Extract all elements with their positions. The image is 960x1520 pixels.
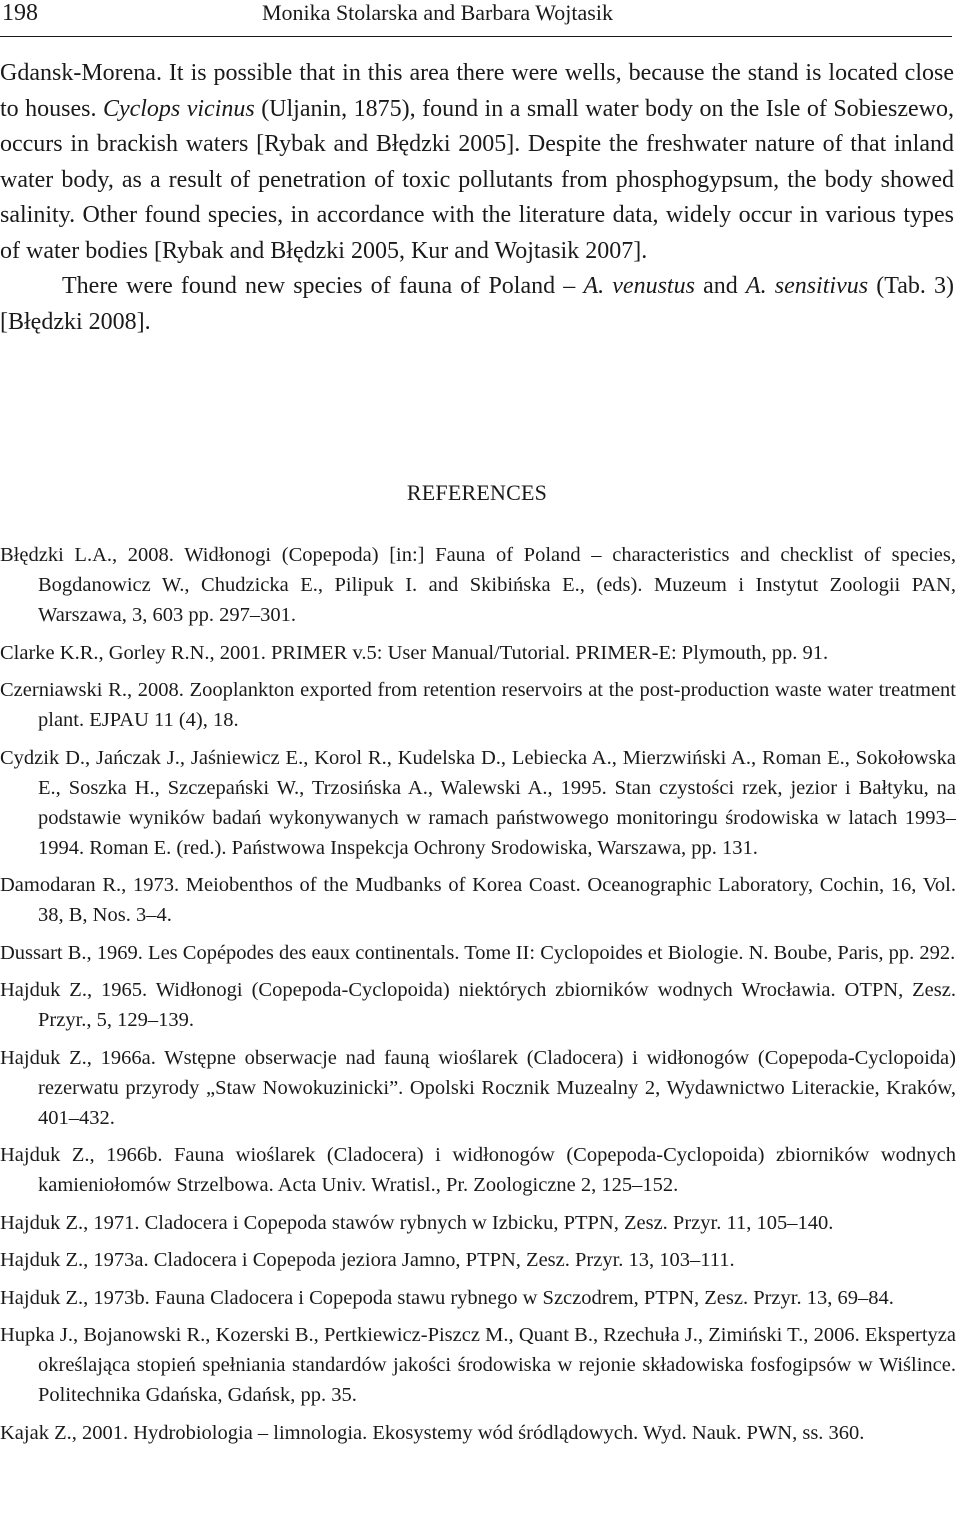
species-name: Cyclops vicinus <box>102 95 255 122</box>
paragraph-2-text-b: and <box>694 273 746 299</box>
body-text <box>0 56 954 340</box>
paragraph-2-text-a: There were found new species of fauna of Poland – <box>62 273 584 299</box>
reference-item: Damodaran R., 1973. Meiobenthos of the Mudbanks of Korea Coast. Oceanographic Laboratory, Cochin, 16, Vol. 38, B, Nos. 3–4. <box>0 874 956 926</box>
reference-item: Clarke K.R., Gorley R.N., 2001. PRIMER v.5: User Manual/Tutorial. PRIMER-E: Plymouth, pp. 91. <box>0 641 829 664</box>
species-name: A. sensitivus <box>745 273 869 299</box>
reference-item: Hajduk Z., 1973b. Fauna Cladocera i Copepoda stawu rybnego w Szczodrem, PTPN, Zesz. Przyr. 13, 69–84. <box>0 1286 894 1309</box>
reference-item: Hupka J., Bojanowski R., Kozerski B., Pertkiewicz-Piszcz M., Quant B., Rzechuła J., Zimiński T., 2006. Ekspertyza określająca stopień spełniania standardów jakości środowiska w rejonie składowiska fosfogipsów w Wiślince. Politechnika Gdańska, Gdańsk, pp. 35. <box>0 1324 956 1406</box>
page-number: 198 <box>2 0 38 26</box>
reference-item: Błędzki L.A., 2008. Widłonogi (Copepoda) [in:] Fauna of Poland – characteristics and checklist of species, Bogdanowicz W., Chudzicka E., Pilipuk I. and Skibińska E., (eds). Muzeum i Instytut Zoologii PAN, Warszawa, 3, 603 pp. 297–301. <box>0 544 956 626</box>
reference-item: Kajak Z., 2001. Hydrobiologia – limnologia. Ekosystemy wód śródlądowych. Wyd. Nauk. PWN, ss. 360. <box>0 1421 865 1444</box>
paragraph-1 <box>0 56 954 269</box>
reference-item: Czerniawski R., 2008. Zooplankton exported from retention reservoirs at the post-production waste water treatment plant. EJPAU 11 (4), 18. <box>0 679 956 731</box>
paragraph-2-text-c: (Tab. 3) [Błędzki 2008]. <box>0 273 955 335</box>
running-head: Monika Stolarska and Barbara Wojtasik <box>262 0 613 25</box>
reference-item: Hajduk Z., 1971. Cladocera i Copepoda stawów rybnych w Izbicku, PTPN, Zesz. Przyr. 11, 105–140. <box>0 1211 834 1234</box>
paragraph-2 <box>0 269 954 340</box>
reference-item: Dussart B., 1969. Les Copépodes des eaux continentals. Tome II: Cyclopoides et Biologie. N. Boube, Paris, pp. 292. <box>0 941 956 964</box>
reference-item: Cydzik D., Jańczak J., Jaśniewicz E., Korol R., Kudelska D., Lebiecka A., Mierzwiński A., Roman E., Sokołowska E., Soszka H., Szczepański W., Trzosińska A., Walewski A., 1995. Stan czystości rzek, jezior i Bałtyku, na podstawie wyników badań wykonywanych w ramach państwowego monitoringu środowiska w latach 1993–1994. Roman E. (red.). Państwowa Inspekcja Ochrony Srodowiska, Warszawa, pp. 131. <box>0 746 956 859</box>
references-list <box>0 540 956 1455</box>
paragraph-1-text-a: Gdansk-Morena. It is possible that in this area there were wells, because the stand is located close to houses. <box>0 60 954 122</box>
references-heading: REFERENCES <box>406 480 548 505</box>
paragraph-1-text-b: (Uljanin, 1875), found in a small water body on the Isle of Sobieszewo, occurs in brackish waters [Rybak and Błędzki 2005]. Despite the freshwater nature of that inland water body, as a result of penetration of toxic pollutants from phosphogypsum, the body showed salinity. Other found species, in accordance with the literature data, widely occur in various types of water bodies [Rybak and Błędzki 2005, Kur and Wojtasik 2007]. <box>0 95 954 264</box>
reference-item: Hajduk Z., 1966a. Wstępne obserwacje nad fauną wioślarek (Cladocera) i widłonogów (Copepoda-Cyclopoida) rezerwatu przyrody „Staw Nowokuzinicki”. Opolski Rocznik Muzealny 2, Wydawnictwo Literackie, Kraków, 401–432. <box>0 1046 956 1129</box>
reference-item: Hajduk Z., 1973a. Cladocera i Copepoda jeziora Jamno, PTPN, Zesz. Przyr. 13, 103–111. <box>0 1249 735 1271</box>
reference-item: Hajduk Z., 1966b. Fauna wioślarek (Cladocera) i widłonogów (Copepoda-Cyclopoida) zbiorników wodnych kamieniołomów Strzelbowa. Acta Univ. Wratisl., Pr. Zoologiczne 2, 125–152. <box>0 1144 956 1196</box>
reference-item: Hajduk Z., 1965. Widłonogi (Copepoda-Cyclopoida) niektórych zbiorników wodnych Wrocławia. OTPN, Zesz. Przyr., 5, 129–139. <box>0 979 956 1031</box>
species-name: A. venustus <box>583 273 695 299</box>
page-header <box>0 0 952 37</box>
